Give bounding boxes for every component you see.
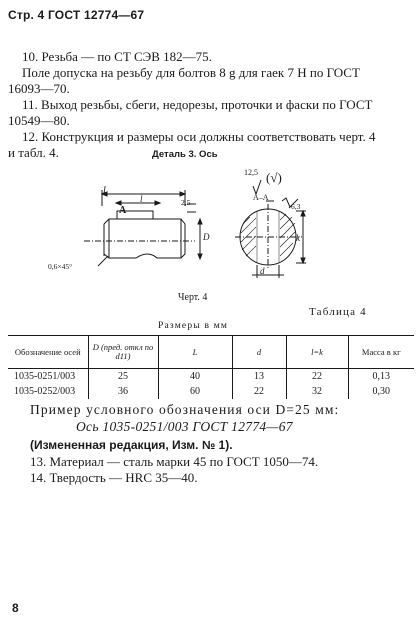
table-cell: 60 — [158, 384, 232, 399]
paragraph-10: 10. Резьба — по СТ СЭВ 182—75. — [22, 49, 212, 64]
dimension-L: L — [103, 185, 109, 195]
column-header: l=k — [286, 336, 348, 369]
paragraph-11: 11. Выход резьбы, сбеги, недорезы, проточки и фаски по ГОСТ — [22, 97, 373, 112]
dimension-k: k — [296, 233, 300, 243]
figure-title: Деталь 3. Ось — [152, 149, 218, 160]
table-row — [8, 384, 414, 399]
column-header: Масса в кг — [361, 346, 401, 357]
paragraph-12-cont: и табл. 4. — [8, 145, 59, 160]
paragraph-12: 12. Конструкция и размеры оси должны соответствовать черт. 4 — [22, 129, 376, 144]
paragraph-14: 14. Твердость — HRC 35—40. — [30, 470, 198, 485]
paragraph-tolerance-cont: 16093—70. — [8, 81, 70, 96]
example-heading: Пример условного обозначения оси D=25 мм: — [30, 402, 340, 417]
table-cell: 25 — [88, 369, 158, 385]
data-table — [8, 335, 414, 399]
section-arrow-label: А — [119, 205, 127, 216]
table-cell: 1035-0252/003 — [8, 384, 88, 399]
paragraph-11-cont: 10549—80. — [8, 113, 70, 128]
table-cell: 13 — [232, 369, 286, 385]
table-cell: 32 — [286, 384, 348, 399]
column-header: Обозначение осей — [8, 336, 88, 369]
table-cell: 1035-0251/003 — [8, 369, 88, 385]
table-row — [8, 369, 414, 385]
figure-caption: Черт. 4 — [178, 292, 208, 303]
column-header: d — [232, 336, 286, 369]
table-header-row — [8, 336, 414, 369]
roughness-value: 12,5 — [244, 168, 258, 177]
column-header: L — [158, 336, 232, 369]
paragraph-tolerance: Поле допуска на резьбу для болтов 8 g для гаек 7 H по ГОСТ — [22, 65, 360, 80]
page-header: Стр. 4 ГОСТ 12774—67 — [8, 8, 145, 22]
table-cell: 0,30 — [372, 386, 390, 397]
table-cell: 22 — [232, 384, 286, 399]
dimension-2-5: 2,5 — [181, 198, 191, 207]
chamfer-label: 0,6×45° — [48, 262, 73, 271]
dimension-D: D — [203, 232, 210, 242]
roughness-mark: (√) — [266, 170, 282, 185]
table-cell: 40 — [158, 369, 232, 385]
table-cell: 36 — [88, 384, 158, 399]
page-number: 8 — [12, 601, 19, 615]
roughness-6-3: 6,3 — [291, 202, 301, 211]
table-subtitle: Размеры в мм — [158, 321, 229, 331]
paragraph-13: 13. Материал — сталь марки 45 по ГОСТ 1050—74. — [30, 454, 319, 469]
table-cell: 0,13 — [372, 371, 390, 382]
column-header: D (пред. откл по d11) — [88, 336, 158, 369]
table-cell: 22 — [286, 369, 348, 385]
example-designation: Ось 1035-0251/003 ГОСТ 12774—67 — [76, 419, 293, 434]
section-label: А–А — [253, 193, 269, 202]
table-label: Таблица 4 — [309, 306, 367, 318]
amendment-note: (Измененная редакция, Изм. № 1). — [30, 438, 233, 452]
dimension-l: l — [140, 194, 143, 204]
dimension-d: d — [260, 266, 265, 276]
